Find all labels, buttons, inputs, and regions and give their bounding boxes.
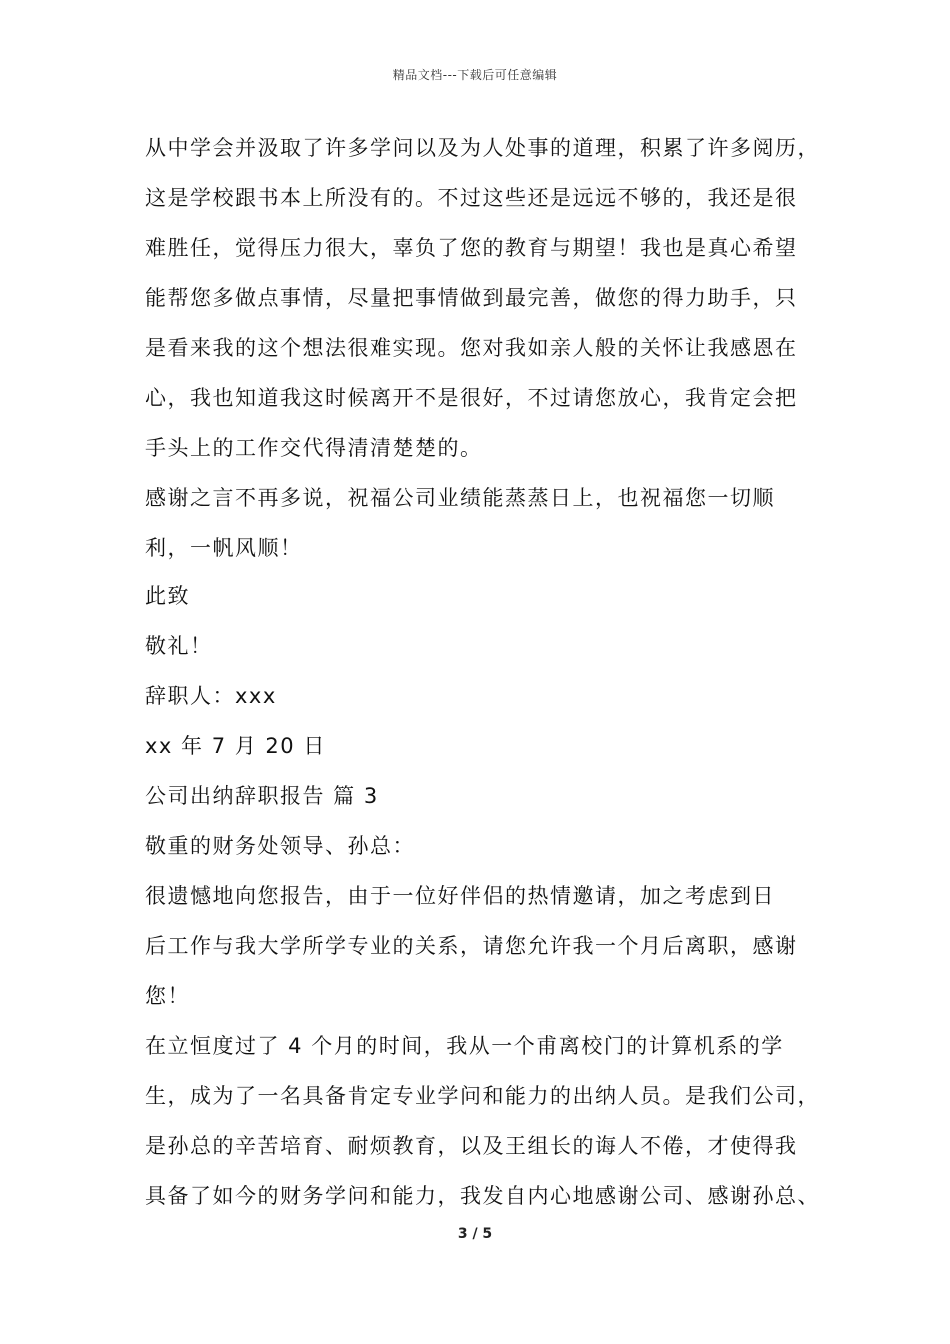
body-line: 心，我也知道我这时候离开不是很好，不过请您放心，我肯定会把 bbox=[145, 386, 798, 410]
body-line: 是看来我的这个想法很难实现。您对我如亲人般的关怀让我感恩在 bbox=[145, 336, 798, 360]
page-header: 精品文档---下载后可任意编辑 bbox=[392, 68, 558, 82]
body-line: 是孙总的辛苦培育、耐烦教育，以及王组长的诲人不倦，才使得我 bbox=[145, 1134, 798, 1158]
body-line: 难胜任，觉得压力很大，辜负了您的教育与期望！我也是真心希望 bbox=[145, 236, 798, 260]
body-line: 很遗憾地向您报告，由于一位好伴侣的热情邀请，加之考虑到日 bbox=[145, 884, 775, 908]
signature-line: 辞职人：xxx bbox=[145, 684, 277, 708]
body-line: 从中学会并汲取了许多学问以及为人处事的道理，积累了许多阅历， bbox=[145, 136, 820, 160]
body-line: 后工作与我大学所学专业的关系，请您允许我一个月后离职，感谢 bbox=[145, 934, 798, 958]
body-line: 在立恒度过了 4 个月的时间，我从一个甫离校门的计算机系的学 bbox=[145, 1034, 784, 1058]
letter-greeting: 敬重的财务处领导、孙总： bbox=[145, 834, 415, 858]
body-line: 您！ bbox=[145, 984, 190, 1008]
body-line: 这是学校跟书本上所没有的。不过这些还是远远不够的，我还是很 bbox=[145, 186, 798, 210]
body-line: 利，一帆风顺！ bbox=[145, 536, 303, 560]
section-title: 公司出纳辞职报告 篇 3 bbox=[145, 784, 379, 808]
body-line: 手头上的工作交代得清清楚楚的。 bbox=[145, 436, 483, 460]
body-line: 具备了如今的财务学问和能力，我发自内心地感谢公司、感谢孙总、 bbox=[145, 1184, 820, 1208]
body-line: 生，成为了一名具备肯定专业学问和能力的出纳人员。是我们公司， bbox=[145, 1084, 820, 1108]
closing-salutation: 此致 bbox=[145, 584, 190, 608]
closing-regards: 敬礼！ bbox=[145, 634, 213, 658]
page-number: 3 / 5 bbox=[457, 1226, 493, 1242]
body-line: 能帮您多做点事情，尽量把事情做到最完善，做您的得力助手，只 bbox=[145, 286, 798, 310]
body-line: 感谢之言不再多说，祝福公司业绩能蒸蒸日上，也祝福您一切顺 bbox=[145, 486, 775, 510]
date-line: xx 年 7 月 20 日 bbox=[145, 734, 326, 758]
